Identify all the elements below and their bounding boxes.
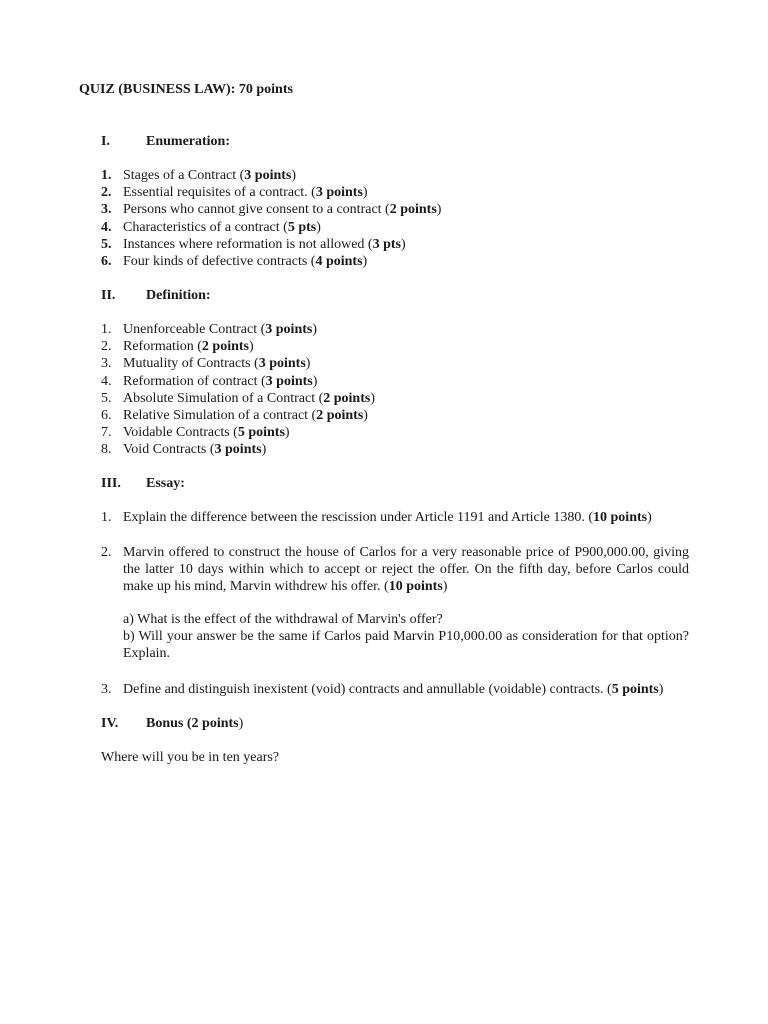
- list-item: 3. Mutuality of Contracts (3 points): [101, 356, 311, 372]
- list-item: 7. Voidable Contracts (5 points): [101, 425, 290, 441]
- section-heading-definition: [101, 287, 211, 304]
- essay-question-2-subquestions: [101, 611, 689, 663]
- subquestion-b: b) Will your answer be the same if Carlos paid Marvin P10,000.00 as consideration for that option? Explain.: [123, 629, 689, 662]
- section-title: Bonus (: [146, 716, 192, 731]
- list-item: 5. Absolute Simulation of a Contract (2 points): [101, 390, 375, 406]
- essay-question-1: 1. Explain the difference between the rescission under Article 1191 and Article 1380. (10 points): [101, 510, 652, 525]
- enumeration-list: [101, 167, 689, 270]
- page-title: QUIZ (BUSINESS LAW): 70 points: [79, 82, 293, 97]
- section-heading-bonus: IV. Bonus (2 points): [101, 716, 244, 731]
- list-item: 5. Instances where reformation is not allowed (3 pts): [101, 236, 406, 252]
- subquestion-a: a) What is the effect of the withdrawal of Marvin's offer?: [123, 612, 443, 627]
- section-number: IV.: [101, 716, 119, 731]
- section-title: Essay:: [146, 476, 185, 491]
- essay-question-3: 3. Define and distinguish inexistent (void) contracts and annullable (voidable) contracts. (5 points): [101, 682, 664, 697]
- section-heading-enumeration: [101, 133, 230, 150]
- section-number: I.: [101, 134, 110, 149]
- list-item: 3. Persons who cannot give consent to a contract (2 points): [101, 202, 442, 218]
- list-item: 2. Reformation (2 points): [101, 339, 254, 355]
- section-title: Enumeration:: [146, 134, 230, 149]
- list-item: 2. Essential requisites of a contract. (3 points): [101, 185, 368, 201]
- list-item: 6. Relative Simulation of a contract (2 points): [101, 408, 368, 424]
- list-item: 1. Unenforceable Contract (3 points): [101, 322, 318, 337]
- list-item: 8. Void Contracts (3 points): [101, 442, 267, 458]
- list-item: 4. Characteristics of a contract (5 pts): [101, 219, 321, 235]
- section-heading-essay: [101, 475, 185, 492]
- section-number: III.: [101, 476, 121, 491]
- essay-question-2: 2. Marvin offered to construct the house of Carlos for a very reasonable price of P900,000.00, giving the latter 10 days within which to accept or reject the offer. On the fifth day, before Carlos could make up his mind, Marvin withdrew his offer. (10 points): [101, 545, 689, 595]
- bonus-question: Where will you be in ten years?: [101, 750, 280, 765]
- list-item: 6. Four kinds of defective contracts (4 points): [101, 254, 368, 270]
- section-number: II.: [101, 288, 116, 303]
- list-item: 1. Stages of a Contract (3 points): [101, 168, 297, 183]
- section-title: Definition:: [146, 288, 211, 303]
- definition-list: [101, 321, 689, 459]
- list-item: 4. Reformation of contract (3 points): [101, 373, 318, 389]
